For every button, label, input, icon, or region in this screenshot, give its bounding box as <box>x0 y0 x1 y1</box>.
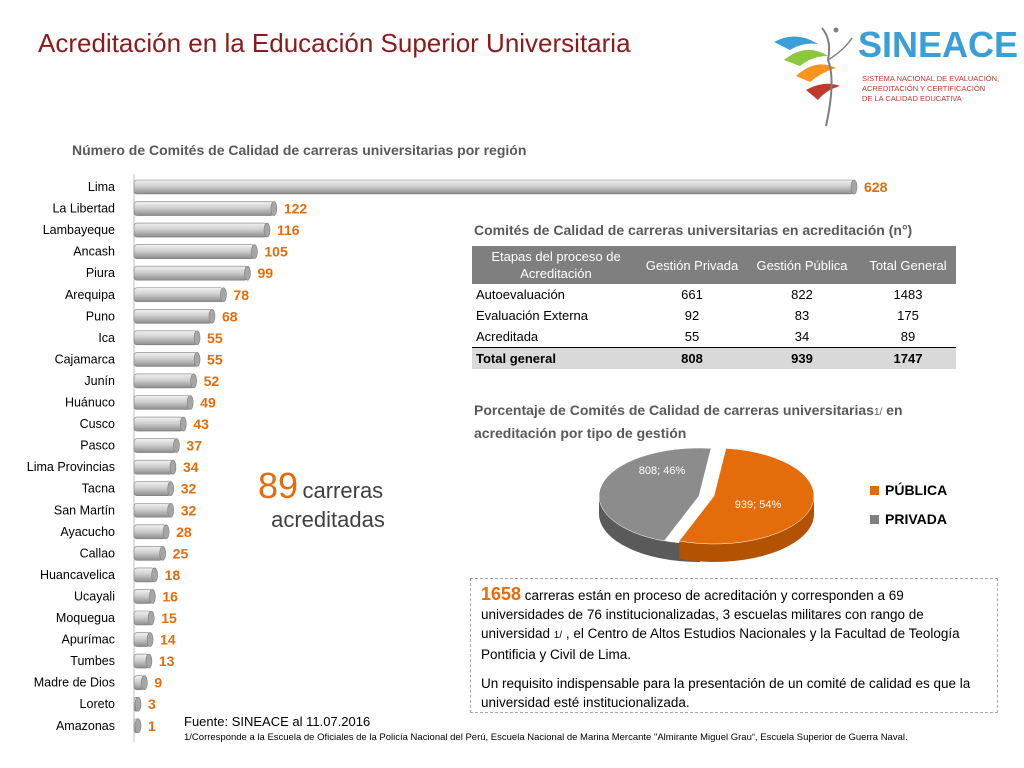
table-row <box>472 326 956 348</box>
bar-value-label: 78 <box>233 286 250 303</box>
bar-category-label: Lima Provincias <box>26 460 115 475</box>
footnote-text: 1/Corresponde a la Escuela de Oficiales de la Policía Nacional del Perú, Escuela Nacional de Marina Mercante "Almirante Miguel Grau“, Escuela Superior de Guerra Naval. <box>184 732 908 743</box>
bar-end-cap <box>168 503 174 517</box>
bar-end-cap <box>187 396 193 410</box>
cell: 175 <box>897 308 919 323</box>
note-text-1: carreras están en proceso de acreditación y corresponden a 69 universidades de 76 institucionalizadas, 3 escuelas militares con rango de universidad <box>481 588 924 641</box>
note-paragraph-1 <box>481 585 987 664</box>
legend-swatch <box>870 486 879 495</box>
bar-end-cap <box>173 439 179 453</box>
pie-title-line2: acreditación por tipo de gestión <box>474 425 687 441</box>
bar-category-label: Lima <box>87 180 115 194</box>
table-header-row <box>472 246 956 284</box>
bar-category-label: Ancash <box>73 244 115 259</box>
cell: 83 <box>794 308 810 323</box>
bar <box>134 202 274 216</box>
header-cell: Gestión Privada <box>640 246 744 284</box>
bar-category-label: Arequipa <box>64 287 115 302</box>
bar-end-cap <box>271 202 277 216</box>
logo-subtitle-line: DE LA CALIDAD EDUCATIVA <box>862 94 962 103</box>
bar-category-label: Ucayali <box>74 589 115 604</box>
legend-item-privada <box>870 511 947 527</box>
bar-value-label: 28 <box>176 523 192 540</box>
bar-category-label: Cusco <box>79 417 115 432</box>
header-cell: Total General <box>860 246 956 284</box>
cell: 92 <box>684 308 700 323</box>
bar-end-cap <box>264 223 270 237</box>
bird-logo-icon <box>766 20 856 130</box>
bar-category-label: Amazonas <box>55 718 115 733</box>
bar-category-label: Tacna <box>81 481 115 496</box>
bar-value-label: 68 <box>221 308 238 325</box>
accredited-word-carreras: carreras <box>302 478 384 503</box>
table-row <box>472 284 956 305</box>
bar-end-cap <box>141 676 147 690</box>
bar-category-label: Apurímac <box>61 632 115 647</box>
bar-value-label: 15 <box>161 610 177 626</box>
accredited-stat <box>258 465 418 533</box>
bar-value-label: 32 <box>180 480 197 497</box>
header-cell: Etapas del proceso de Acreditación <box>472 246 640 284</box>
logo-subtitle-line: ACREDITACIÓN Y CERTIFICACIÓN <box>862 84 986 93</box>
note-text-2: , el Centro de Altos Estudios Nacionales y la Facultad de Teología Pontificia y Civil de Lima. <box>481 626 960 662</box>
bar-end-cap <box>146 654 152 668</box>
pie-label-publica: 939; 54% <box>734 499 782 511</box>
bar-category-label: Cajamarca <box>54 352 115 367</box>
bar-end-cap <box>851 180 857 194</box>
bar-end-cap <box>135 697 141 711</box>
bar-category-label: San Martín <box>53 503 115 518</box>
bar-value-label: 18 <box>164 566 181 583</box>
bar-end-cap <box>160 546 166 560</box>
legend-swatch <box>870 515 879 524</box>
note-box <box>470 578 998 713</box>
pie-title-part2: en <box>882 402 903 418</box>
bar <box>134 460 173 474</box>
management-pie-chart <box>590 438 830 568</box>
cell: Autoevaluación <box>476 287 565 302</box>
cell: 89 <box>900 329 916 344</box>
bar <box>134 245 254 259</box>
cell: 939 <box>744 348 860 370</box>
legend-item-publica <box>870 482 947 498</box>
bar-value-label: 105 <box>264 243 288 260</box>
bar-chart-title: Número de Comités de Calidad de carreras universitarias por región <box>72 142 527 158</box>
logo-wordmark: SINEACE <box>858 24 1019 65</box>
bar-category-label: La Libertad <box>52 201 115 216</box>
bar-end-cap <box>220 288 226 302</box>
bar <box>134 546 163 560</box>
bar-category-label: Junín <box>84 373 115 388</box>
bar-value-label: 13 <box>158 653 175 670</box>
bar-category-label: Tumbes <box>70 654 115 669</box>
bar-category-label: Ica <box>98 330 115 345</box>
bar-value-label: 55 <box>207 351 223 368</box>
bar-value-label: 52 <box>203 372 220 389</box>
cell: Evaluación Externa <box>476 308 589 323</box>
bar-category-label: Huancavelica <box>39 567 115 582</box>
cell: 808 <box>640 348 744 370</box>
logo-subtitle-line: SISTEMA NACIONAL DE EVALUACIÓN, <box>862 74 1000 83</box>
bar-value-label: 43 <box>193 416 209 433</box>
bar-category-label: Pasco <box>80 438 115 453</box>
bar <box>134 223 267 237</box>
note-number: 1658 <box>481 584 522 604</box>
table-row <box>472 305 956 326</box>
bar-value-label: 628 <box>864 179 888 195</box>
accredited-word-acreditadas: acreditadas <box>271 507 385 532</box>
bar-category-label: Lambayeque <box>42 223 115 238</box>
bar-end-cap <box>245 266 251 280</box>
bar-value-label: 16 <box>162 588 178 605</box>
bar-end-cap <box>147 633 153 647</box>
bar-value-label: 122 <box>283 200 308 217</box>
bar-end-cap <box>191 374 197 388</box>
bar <box>134 525 166 539</box>
pie-title-sup: 1/ <box>873 407 883 418</box>
bar <box>134 288 223 302</box>
bar <box>134 374 194 388</box>
bar <box>134 439 176 453</box>
sineace-logo <box>766 20 1019 130</box>
bar-value-label: 32 <box>180 502 197 519</box>
accredited-count: 89 <box>258 465 299 506</box>
bar-end-cap <box>163 525 169 539</box>
bar-category-label: Moquegua <box>55 611 115 625</box>
bar-end-cap <box>251 245 257 259</box>
bar <box>134 482 171 496</box>
source-text: Fuente: SINEACE al 11.07.2016 <box>184 714 371 729</box>
note-paragraph-2: Un requisito indispensable para la presentación de un comité de calidad es que la universidad esté institucionalizada. <box>481 676 971 710</box>
bar-end-cap <box>194 352 200 366</box>
bar <box>134 396 190 410</box>
bar-end-cap <box>209 309 215 323</box>
bar-category-label: Piura <box>85 266 115 281</box>
bar-value-label: 55 <box>207 329 223 346</box>
bar-value-label: 14 <box>160 631 176 648</box>
cell: 55 <box>684 329 700 344</box>
cell: 34 <box>794 329 810 344</box>
accreditation-table <box>472 246 956 369</box>
bar <box>134 331 197 345</box>
bar-value-label: 37 <box>186 437 202 454</box>
bar-category-label: Puno <box>85 309 115 324</box>
bar-end-cap <box>148 611 154 625</box>
bar-category-label: Huánuco <box>64 395 115 410</box>
note-sup: 1/ <box>553 630 563 641</box>
header-cell: Gestión Pública <box>744 246 860 284</box>
bar-category-label: Ayacucho <box>60 524 115 539</box>
bar-end-cap <box>194 331 200 345</box>
cell: 822 <box>791 287 813 302</box>
pie-label-privada: 808; 46% <box>638 465 686 477</box>
page-title: Acreditación en la Educación Superior Universitaria <box>38 28 631 58</box>
cell: Total general <box>472 348 640 370</box>
bar <box>134 309 212 323</box>
bar-category-label: Loreto <box>79 697 115 712</box>
bar-end-cap <box>149 589 155 603</box>
bar-value-label: 1 <box>148 717 156 734</box>
legend-label: PRIVADA <box>885 511 947 527</box>
bar <box>134 266 248 280</box>
bar-end-cap <box>170 460 176 474</box>
bar-end-cap <box>152 568 158 582</box>
table-title: Comités de Calidad de carreras universitarias en acreditación (n°) <box>474 222 913 238</box>
bar-value-label: 49 <box>200 394 216 411</box>
cell: 1483 <box>893 287 923 302</box>
bar <box>134 352 197 366</box>
bar-value-label: 25 <box>172 545 189 562</box>
table-total-row <box>472 348 956 370</box>
cell: 661 <box>681 287 703 302</box>
bar <box>134 180 854 194</box>
pie-title-part1: Porcentaje de Comités de Calidad de carreras universitarias <box>474 402 874 418</box>
bar-value-label: 99 <box>257 265 274 282</box>
bar-category-label: Callao <box>79 546 115 561</box>
bar <box>134 417 183 431</box>
bar-value-label: 34 <box>182 459 199 476</box>
bar-end-cap <box>135 719 141 733</box>
legend-label: PÚBLICA <box>885 482 948 498</box>
bar-value-label: 116 <box>276 222 300 239</box>
bar-category-label: Madre de Dios <box>33 675 115 690</box>
bar-end-cap <box>168 482 174 496</box>
bar-end-cap <box>180 417 186 431</box>
bar-value-label: 3 <box>148 696 156 713</box>
bar <box>134 503 171 517</box>
pie-chart-title <box>474 400 903 443</box>
cell: Acreditada <box>476 329 539 344</box>
bar-value-label: 9 <box>154 674 163 691</box>
cell: 1747 <box>860 348 956 370</box>
